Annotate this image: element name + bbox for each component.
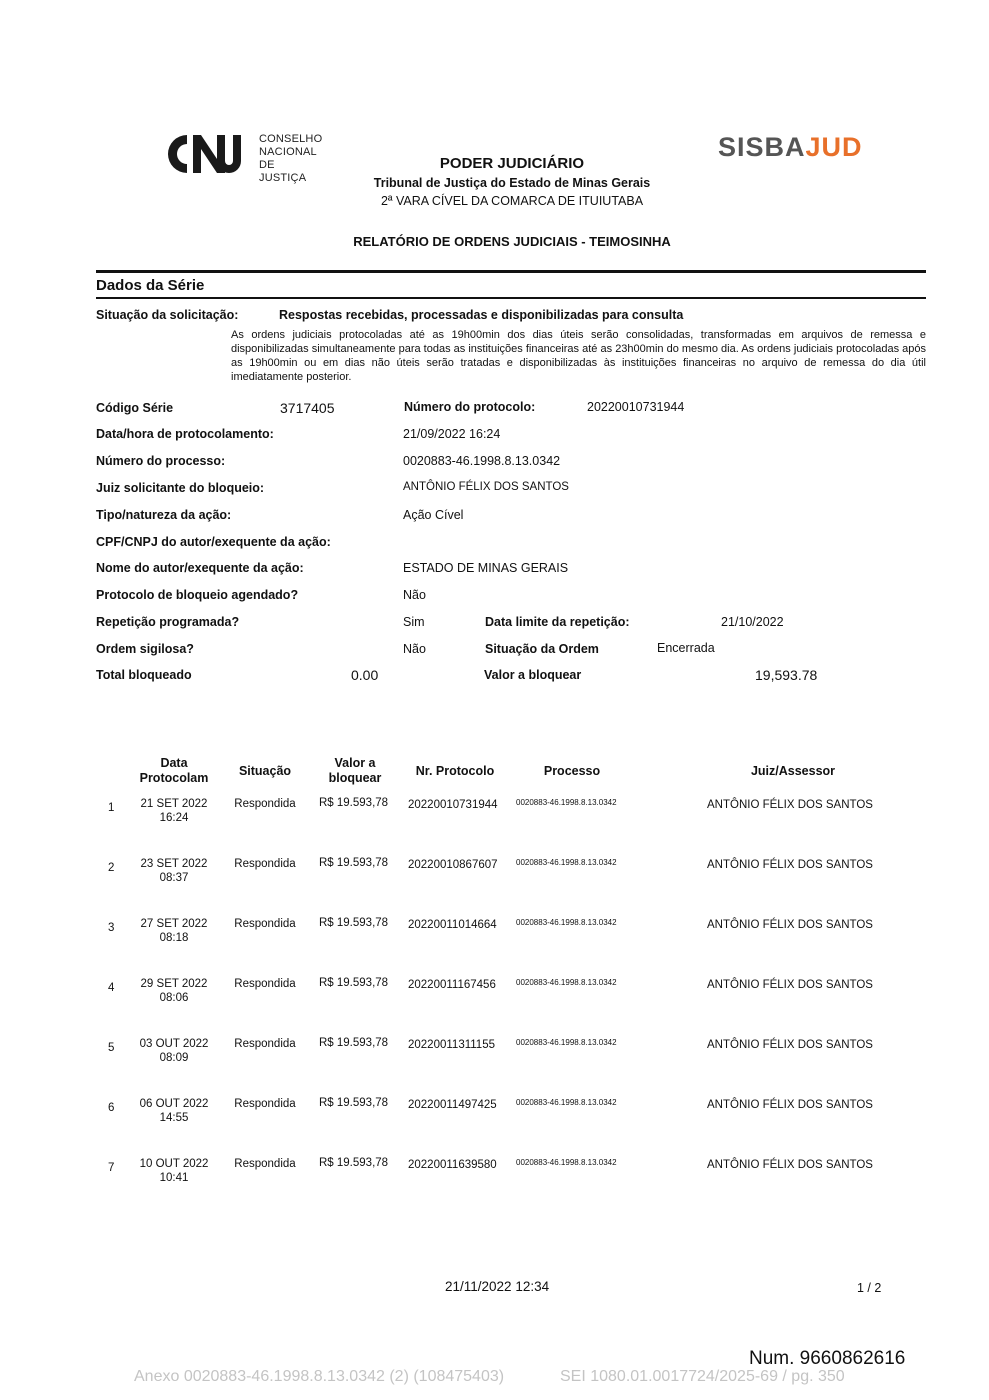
row-processo: 0020883-46.1998.8.13.0342	[516, 918, 617, 927]
th-valor: Valor a bloquear	[328, 756, 382, 785]
cpf-cnpj-label: CPF/CNPJ do autor/exequente da ação:	[96, 535, 331, 549]
row-situacao: Respondida	[234, 1038, 296, 1050]
section-title: Dados da Série	[96, 277, 205, 294]
row-processo: 0020883-46.1998.8.13.0342	[516, 1038, 617, 1047]
th-juiz-assessor: Juiz/Assessor	[750, 764, 836, 778]
row-number: 1	[108, 802, 115, 814]
row-number: 7	[108, 1162, 115, 1174]
protocolo-agendado-label: Protocolo de bloqueio agendado?	[96, 588, 299, 602]
numero-protocolo-value: 20220010731944	[587, 400, 685, 414]
row-juiz: ANTÔNIO FÉLIX DOS SANTOS	[707, 1099, 873, 1111]
data-hora-value: 21/09/2022 16:24	[403, 427, 501, 441]
nome-autor-label: Nome do autor/exequente da ação:	[96, 561, 304, 575]
row-date: 27 SET 2022	[140, 918, 208, 930]
row-juiz: ANTÔNIO FÉLIX DOS SANTOS	[707, 979, 873, 991]
repeticao-value: Sim	[403, 615, 425, 629]
data-hora-label: Data/hora de protocolamento:	[96, 427, 274, 441]
numero-processo-value: 0020883-46.1998.8.13.0342	[403, 454, 561, 468]
row-protocolo: 20220010731944	[408, 799, 498, 811]
situacao-ordem-label: Situação da Ordem	[485, 642, 599, 656]
row-situacao: Respondida	[234, 918, 296, 930]
row-time: 14:55	[159, 1112, 189, 1124]
total-bloqueado-label: Total bloqueado	[96, 668, 192, 682]
page-title: PODER JUDICIÁRIO	[439, 155, 585, 172]
row-juiz: ANTÔNIO FÉLIX DOS SANTOS	[707, 799, 873, 811]
row-processo: 0020883-46.1998.8.13.0342	[516, 1098, 617, 1107]
row-number: 3	[108, 922, 115, 934]
numero-processo-label: Número do processo:	[96, 454, 226, 468]
valor-bloquear-label: Valor a bloquear	[484, 668, 582, 682]
row-valor: R$ 19.593,78	[319, 1097, 389, 1109]
row-juiz: ANTÔNIO FÉLIX DOS SANTOS	[707, 919, 873, 931]
row-situacao: Respondida	[234, 798, 296, 810]
ordem-sigilosa-value: Não	[403, 642, 426, 656]
th-processo: Processo	[543, 764, 601, 778]
juiz-value: ANTÔNIO FÉLIX DOS SANTOS	[403, 481, 569, 493]
row-situacao: Respondida	[234, 1098, 296, 1110]
numero-protocolo-label: Número do protocolo:	[404, 400, 536, 414]
row-processo: 0020883-46.1998.8.13.0342	[516, 798, 617, 807]
row-valor: R$ 19.593,78	[319, 977, 389, 989]
document-number: Num. 9660862616	[749, 1348, 906, 1369]
row-protocolo: 20220011639580	[408, 1159, 497, 1171]
row-juiz: ANTÔNIO FÉLIX DOS SANTOS	[707, 859, 873, 871]
situacao-label: Situação da solicitação:	[96, 308, 239, 322]
th-data-protocolo: Data Protocolam	[139, 756, 209, 785]
row-protocolo: 20220010867607	[408, 859, 498, 871]
sisbajud-logo: SISBAJUD	[718, 132, 863, 162]
row-number: 2	[108, 862, 115, 874]
row-valor: R$ 19.593,78	[319, 1157, 389, 1169]
row-processo: 0020883-46.1998.8.13.0342	[516, 978, 617, 987]
th-situacao: Situação	[238, 764, 292, 778]
vara-name: 2ª VARA CÍVEL DA COMARCA DE ITUIUTABA	[380, 194, 644, 208]
repeticao-label: Repetição programada?	[96, 615, 240, 629]
section-divider-bottom	[96, 297, 926, 299]
row-processo: 0020883-46.1998.8.13.0342	[516, 1158, 617, 1167]
row-valor: R$ 19.593,78	[319, 917, 389, 929]
row-number: 5	[108, 1042, 115, 1054]
tipo-value: Ação Cível	[403, 508, 464, 522]
ordem-sigilosa-label: Ordem sigilosa?	[96, 642, 194, 656]
tipo-label: Tipo/natureza da ação:	[96, 508, 232, 522]
row-time: 08:18	[159, 932, 189, 944]
row-juiz: ANTÔNIO FÉLIX DOS SANTOS	[707, 1039, 873, 1051]
valor-bloquear-value: 19,593.78	[755, 667, 818, 683]
row-date: 03 OUT 2022	[139, 1038, 209, 1050]
tribunal-name: Tribunal de Justiça do Estado de Minas Gerais	[373, 176, 651, 190]
row-valor: R$ 19.593,78	[319, 797, 389, 809]
row-juiz: ANTÔNIO FÉLIX DOS SANTOS	[707, 1159, 873, 1171]
row-processo: 0020883-46.1998.8.13.0342	[516, 858, 617, 867]
row-time: 08:06	[159, 992, 189, 1004]
data-limite-label: Data limite da repetição:	[485, 615, 630, 629]
juiz-label: Juiz solicitante do bloqueio:	[96, 481, 265, 495]
codigo-serie-value: 3717405	[280, 400, 335, 416]
cnj-logo-text: CONSELHO NACIONAL DE JUSTIÇA	[259, 133, 323, 184]
total-bloqueado-value: 0.00	[351, 667, 379, 683]
row-valor: R$ 19.593,78	[319, 857, 389, 869]
row-time: 08:09	[159, 1052, 189, 1064]
row-protocolo: 20220011311155	[408, 1039, 495, 1051]
row-date: 06 OUT 2022	[139, 1098, 209, 1110]
row-protocolo: 20220011167456	[408, 979, 496, 991]
sei-watermark: SEI 1080.01.0017724/2025-69 / pg. 350	[560, 1368, 845, 1385]
situacao-note: As ordens judiciais protocoladas até as 19h00min dos dias úteis serão consolidadas, transformadas em arquivos de remessa e disponibilizadas simultaneamente para todas as instituições financeiras até as 23h00min do mesmo dia. As ordens judiciais protocoladas após as 19h00min ou em dias não úteis serão tratadas e disponibilizadas às instituições financeiras no arquivo de remessa do dia útil imediatamente posterior.	[231, 329, 926, 383]
row-situacao: Respondida	[234, 1158, 296, 1170]
row-protocolo: 20220011497425	[408, 1099, 497, 1111]
row-date: 29 SET 2022	[140, 978, 208, 990]
nome-autor-value: ESTADO DE MINAS GERAIS	[403, 561, 569, 575]
annex-watermark: Anexo 0020883-46.1998.8.13.0342 (2) (108475403)	[134, 1368, 505, 1385]
row-date: 21 SET 2022	[140, 798, 208, 810]
protocolo-agendado-value: Não	[403, 588, 426, 602]
row-situacao: Respondida	[234, 978, 296, 990]
row-time: 10:41	[159, 1172, 189, 1184]
row-valor: R$ 19.593,78	[319, 1037, 389, 1049]
page-indicator: 1 / 2	[857, 1281, 882, 1295]
row-time: 08:37	[159, 872, 189, 884]
situacao-value: Respostas recebidas, processadas e disponibilizadas para consulta	[279, 308, 684, 322]
situacao-ordem-value: Encerrada	[657, 641, 715, 655]
row-situacao: Respondida	[234, 858, 296, 870]
section-divider-top	[96, 270, 926, 273]
row-number: 6	[108, 1102, 115, 1114]
codigo-serie-label: Código Série	[96, 401, 174, 415]
th-nr-protocolo: Nr. Protocolo	[415, 764, 495, 778]
row-number: 4	[108, 982, 115, 994]
row-time: 16:24	[159, 812, 189, 824]
row-date: 23 SET 2022	[140, 858, 208, 870]
row-protocolo: 20220011014664	[408, 919, 497, 931]
row-date: 10 OUT 2022	[139, 1158, 209, 1170]
report-title: RELATÓRIO DE ORDENS JUDICIAIS - TEIMOSINHA	[353, 234, 671, 249]
footer-timestamp: 21/11/2022 12:34	[445, 1279, 550, 1294]
data-limite-value: 21/10/2022	[721, 615, 784, 629]
